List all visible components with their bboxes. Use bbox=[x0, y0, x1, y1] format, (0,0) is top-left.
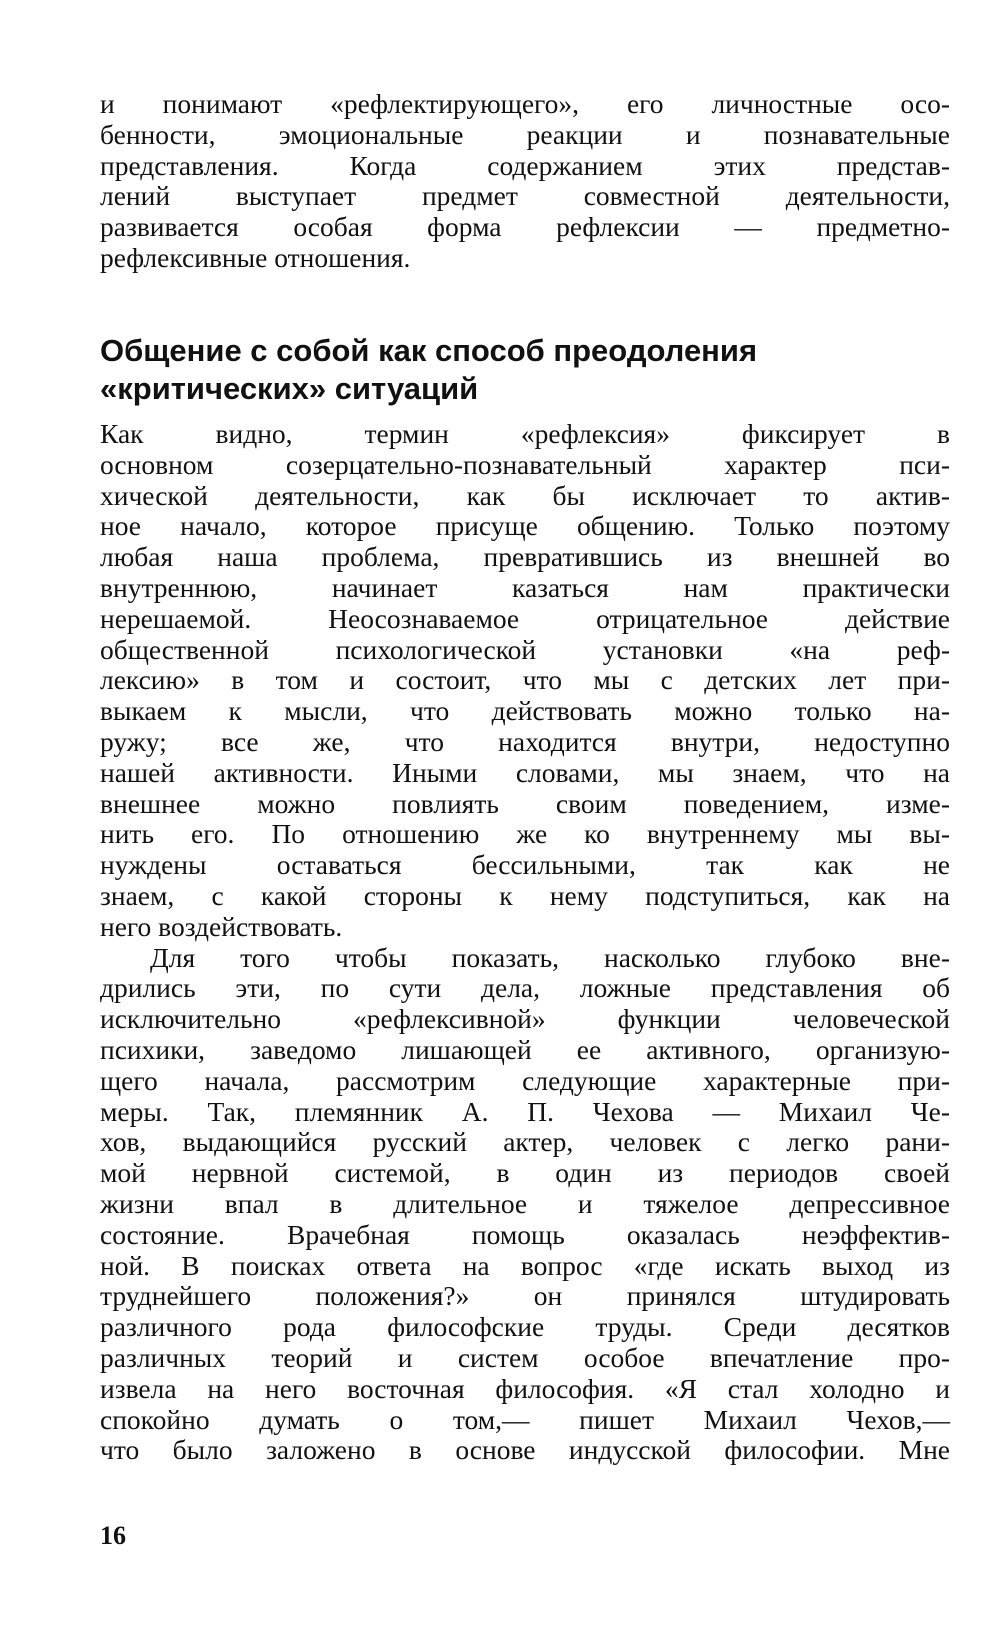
text-line: хов, выдающийся русский актер, человек с легко рани- bbox=[100, 1126, 950, 1158]
paragraph-2 bbox=[100, 943, 950, 1467]
text-line: хической деятельности, как бы исключает то актив- bbox=[100, 479, 950, 511]
text-line: труднейшего положения?» он принялся штудировать bbox=[100, 1280, 950, 1312]
text-line: ное начало, которое присуще общению. Только поэтому bbox=[100, 510, 950, 542]
section-heading bbox=[100, 332, 950, 408]
text-line: представления. Когда содержанием этих представ- bbox=[100, 149, 950, 181]
paragraph-1 bbox=[100, 419, 950, 943]
text-line: нашей активности. Иными словами, мы знаем, что на bbox=[100, 756, 950, 788]
text-line: меры. Так, племянник А. П. Чехова — Михаил Че- bbox=[100, 1095, 950, 1127]
text-line: различных теорий и систем особое впечатление про- bbox=[100, 1341, 950, 1373]
body-text bbox=[100, 419, 950, 1466]
text-line: щего начала, рассмотрим следующие характерные при- bbox=[100, 1064, 950, 1096]
text-line: знаем, с какой стороны к нему подступиться, как на bbox=[100, 879, 950, 911]
text-line: основном созерцательно-познавательный характер пси- bbox=[100, 448, 950, 480]
text-line: что было заложено в основе индусской философии. Мне bbox=[100, 1434, 950, 1466]
text-line: внешнее можно повлиять своим поведением, изме- bbox=[100, 787, 950, 819]
page-number: 16 bbox=[100, 1521, 126, 1550]
text-line: выкаем к мысли, что действовать можно только на- bbox=[100, 695, 950, 727]
text-line: Как видно, термин «рефлексия» фиксирует в bbox=[100, 418, 950, 449]
text-line: нить его. По отношению же ко внутреннему мы вы- bbox=[100, 818, 950, 850]
intro-paragraph bbox=[100, 89, 950, 274]
text-line: мой нервной системой, в один из периодов своей bbox=[100, 1157, 950, 1189]
text-line: дрились эти, по сути дела, ложные представления об bbox=[100, 972, 950, 1004]
text-line: любая наша проблема, превратившись из внешней во bbox=[100, 541, 950, 573]
text-line: спокойно думать о том,— пишет Михаил Чехов,— bbox=[100, 1403, 950, 1435]
text-line: лений выступает предмет совместной деятельности, bbox=[100, 180, 950, 212]
text-line: общественной психологической установки «на реф- bbox=[100, 633, 950, 665]
text-line: развивается особая форма рефлексии — предметно- bbox=[100, 211, 950, 243]
text-line: внутреннюю, начинает казаться нам практически bbox=[100, 571, 950, 603]
text-line: нерешаемой. Неосознаваемое отрицательное действие bbox=[100, 602, 950, 634]
text-line: бенности, эмоциональные реакции и познавательные bbox=[100, 118, 950, 150]
text-line: рефлексивные отношения. bbox=[100, 241, 411, 273]
text-line: нуждены оставаться бессильными, так как не bbox=[100, 849, 950, 881]
heading-line: Общение с собой как способ преодоления bbox=[100, 333, 758, 368]
text-line: него воздействовать. bbox=[100, 910, 343, 942]
text-line: ной. В поисках ответа на вопрос «где искать выход из bbox=[100, 1249, 950, 1281]
text-line: ружу; все же, что находится внутри, недоступно bbox=[100, 725, 950, 757]
text-line: жизни впал в длительное и тяжелое депрессивное bbox=[100, 1187, 950, 1219]
text-line: извела на него восточная философия. «Я стал холодно и bbox=[100, 1372, 950, 1404]
text-line: исключительно «рефлексивной» функции человеческой bbox=[100, 1003, 950, 1035]
text-line: лексию» в том и состоит, что мы с детских лет при- bbox=[100, 664, 950, 696]
text-line: состояние. Врачебная помощь оказалась неэффектив- bbox=[100, 1218, 950, 1250]
text-line: и понимают «рефлектирующего», его личностные осо- bbox=[100, 88, 950, 119]
text-line: различного рода философские труды. Среди десятков bbox=[100, 1311, 950, 1343]
heading-line: «критических» ситуаций bbox=[100, 371, 479, 406]
text-line: Для того чтобы показать, насколько глубоко вне- bbox=[150, 941, 950, 973]
text-line: психики, заведомо лишающей ее активного, организую- bbox=[100, 1033, 950, 1065]
